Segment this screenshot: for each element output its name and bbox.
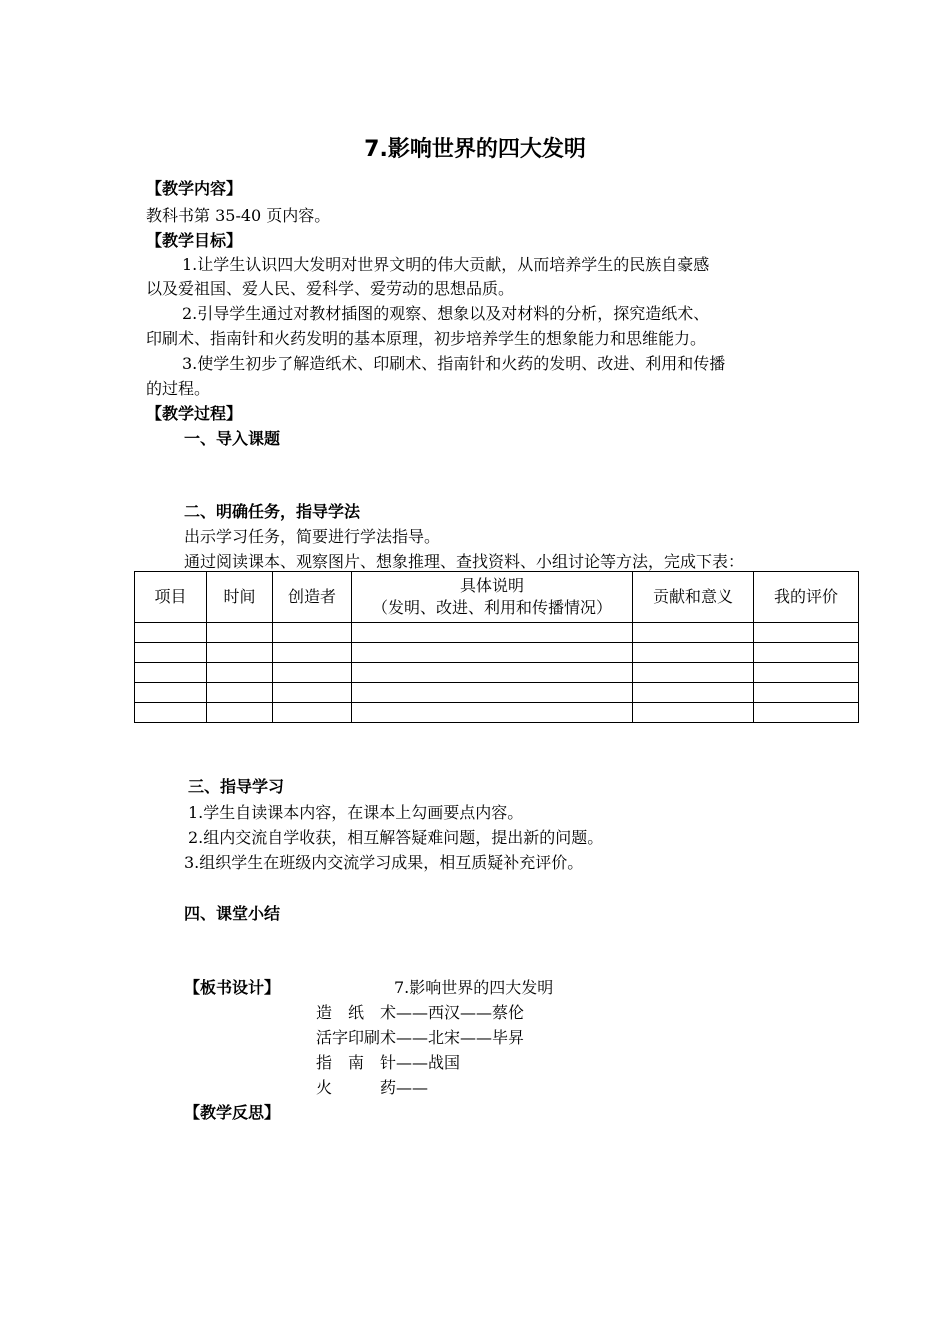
goal-2-line-2: 印刷术、指南针和火药发明的基本原理，初步培养学生的想象能力和思维能力。 — [146, 329, 707, 348]
table-cell[interactable] — [135, 703, 207, 723]
table-row — [135, 643, 859, 663]
header-time: 时间 — [207, 572, 273, 623]
header-contribution: 贡献和意义 — [633, 572, 754, 623]
table-cell[interactable] — [633, 643, 754, 663]
header-creator: 创造者 — [273, 572, 352, 623]
table-row — [135, 623, 859, 643]
table-cell[interactable] — [135, 683, 207, 703]
table-cell[interactable] — [135, 663, 207, 683]
header-detail-sub: （发明、改进、利用和传播情况） — [371, 598, 612, 617]
table-cell[interactable] — [352, 623, 633, 643]
table-cell[interactable] — [207, 683, 273, 703]
board-line-1: 造 纸 术——西汉——蔡伦 — [316, 1003, 525, 1022]
process-heading: 【教学过程】 — [146, 404, 243, 423]
content-heading: 【教学内容】 — [146, 179, 243, 198]
goal-1-line-1: 1.让学生认识四大发明对世界文明的伟大贡献，从而培养学生的民族自豪感 — [182, 255, 710, 274]
table-cell[interactable] — [207, 643, 273, 663]
board-line-2: 活字印刷术——北宋——毕昇 — [316, 1028, 525, 1047]
table-row — [135, 663, 859, 683]
goal-1-line-2: 以及爱祖国、爱人民、爱科学、爱劳动的思想品质。 — [146, 279, 515, 298]
table-cell[interactable] — [352, 643, 633, 663]
table-cell[interactable] — [633, 663, 754, 683]
table-cell[interactable] — [207, 703, 273, 723]
step-3-item-2: 2.组内交流自学收获，相互解答疑难问题，提出新的问题。 — [188, 828, 604, 847]
goal-3-line-2: 的过程。 — [146, 379, 211, 398]
board-line-3: 指 南 针——战国 — [316, 1053, 461, 1072]
header-item: 项目 — [135, 572, 207, 623]
table-cell[interactable] — [207, 663, 273, 683]
step-2-heading: 二、明确任务，指导学法 — [184, 502, 361, 521]
learning-table — [134, 571, 859, 723]
reflection-heading: 【教学反思】 — [184, 1103, 281, 1122]
table-cell[interactable] — [273, 703, 352, 723]
goal-2-line-1: 2.引导学生通过对教材插图的观察、想象以及对材料的分析，探究造纸术、 — [182, 304, 710, 323]
step-2-text-1: 出示学习任务，简要进行学法指导。 — [184, 527, 441, 546]
table-cell[interactable] — [273, 643, 352, 663]
page-title: 7.影响世界的四大发明 — [364, 137, 586, 162]
board-line-4: 火 药—— — [316, 1078, 429, 1097]
header-detail — [352, 572, 633, 623]
step-3-heading: 三、指导学习 — [188, 777, 285, 796]
table-cell[interactable] — [135, 643, 207, 663]
step-1-heading: 一、导入课题 — [184, 429, 281, 448]
table-cell[interactable] — [273, 623, 352, 643]
table-cell[interactable] — [754, 683, 859, 703]
table-cell[interactable] — [273, 683, 352, 703]
table-cell[interactable] — [754, 703, 859, 723]
table-cell[interactable] — [352, 703, 633, 723]
step-3-item-3: 3.组织学生在班级内交流学习成果，相互质疑补充评价。 — [184, 853, 584, 872]
header-evaluation: 我的评价 — [754, 572, 859, 623]
step-4-heading: 四、课堂小结 — [184, 904, 281, 923]
table-cell[interactable] — [273, 663, 352, 683]
header-detail-title: 具体说明 — [459, 576, 524, 595]
table-cell[interactable] — [754, 643, 859, 663]
table-row — [135, 703, 859, 723]
board-title: 7.影响世界的四大发明 — [394, 978, 554, 997]
content-text: 教科书第 35-40 页内容。 — [146, 206, 331, 225]
step-2-text-2: 通过阅读课本、观察图片、想象推理、查找资料、小组讨论等方法，完成下表： — [184, 552, 745, 571]
step-3-item-1: 1.学生自读课本内容，在课本上勾画要点内容。 — [188, 803, 524, 822]
table-cell[interactable] — [352, 663, 633, 683]
table-header-row — [135, 572, 859, 623]
table-cell[interactable] — [633, 703, 754, 723]
table-row — [135, 683, 859, 703]
table-cell[interactable] — [352, 683, 633, 703]
table-cell[interactable] — [754, 663, 859, 683]
table-cell[interactable] — [633, 683, 754, 703]
goals-heading: 【教学目标】 — [146, 231, 243, 250]
table-cell[interactable] — [135, 623, 207, 643]
table-cell[interactable] — [207, 623, 273, 643]
table-cell[interactable] — [754, 623, 859, 643]
table-cell[interactable] — [633, 623, 754, 643]
board-heading: 【板书设计】 — [184, 978, 281, 997]
goal-3-line-1: 3.使学生初步了解造纸术、印刷术、指南针和火药的发明、改进、利用和传播 — [182, 354, 726, 373]
